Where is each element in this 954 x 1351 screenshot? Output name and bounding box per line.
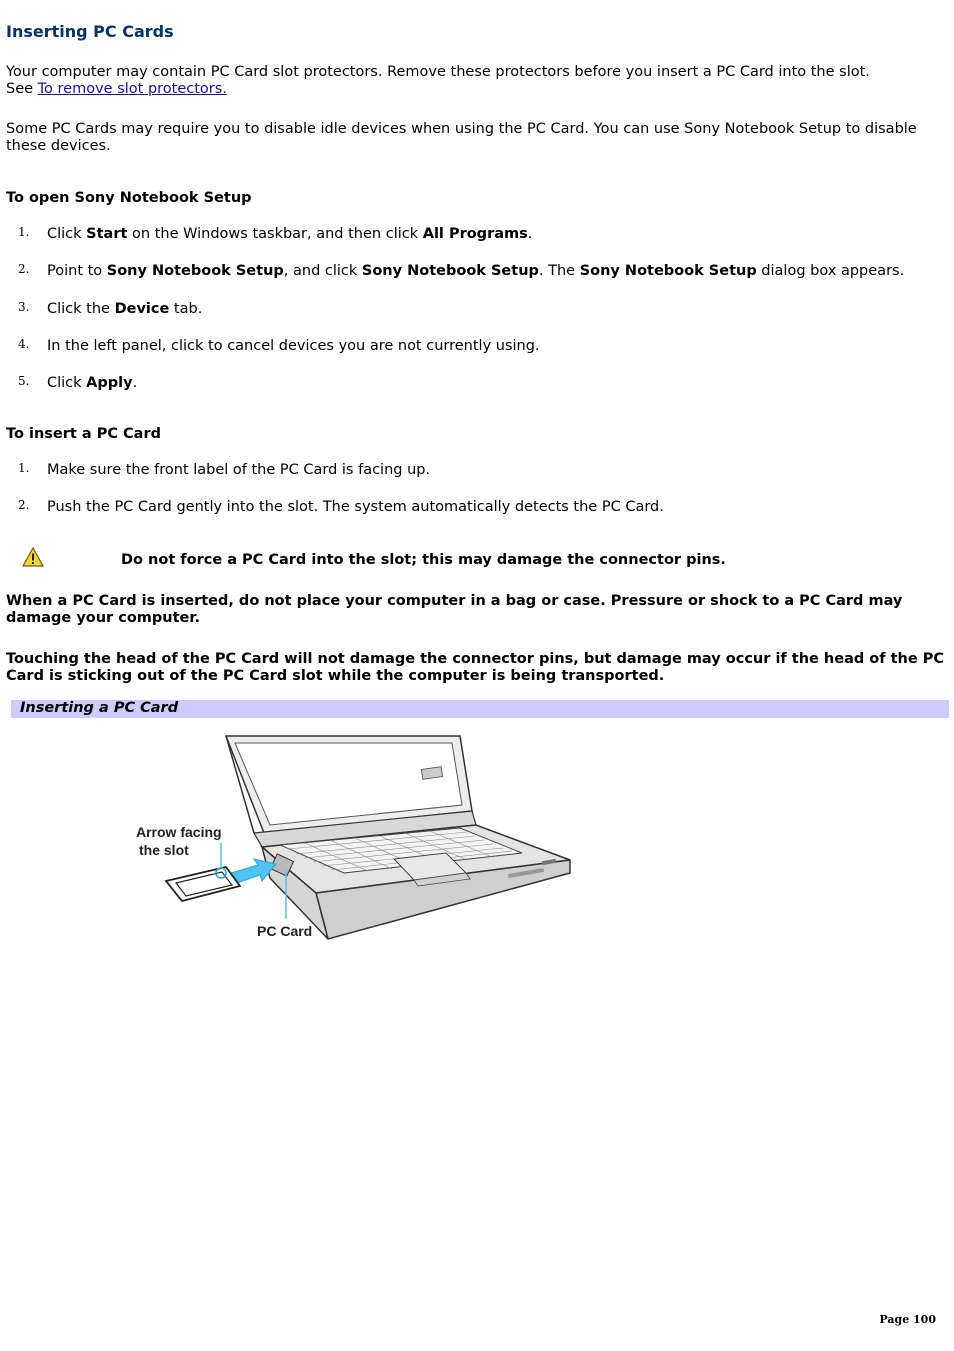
intro-text: Your computer may contain PC Card slot protectors. Remove these protectors before you insert a PC Card into the slot.	[6, 64, 870, 80]
step-emphasis: All Programs	[422, 226, 528, 242]
pc-card-label: PC Card	[257, 923, 313, 939]
step-number: 2.	[18, 498, 30, 512]
pc-card-illustration	[130, 733, 575, 945]
step-fragment: Click	[47, 375, 87, 391]
step-text: In the left panel, click to cancel devices you are not currently using.	[47, 338, 540, 354]
step-number: 3.	[18, 300, 30, 314]
note-bag-case: When a PC Card is inserted, do not place your computer in a bag or case. Pressure or shock to a PC Card may damage your computer.	[6, 593, 903, 626]
step-fragment: on the Windows taskbar, and then click	[127, 226, 423, 242]
step-fragment: .	[132, 375, 138, 391]
step-number: 2.	[18, 262, 30, 276]
intro-paragraph	[6, 64, 946, 98]
note-head-of-card: Touching the head of the PC Card will not damage the connector pins, but damage may occur if the head of the PC Card is sticking out of the PC Card slot while the computer is being transported.	[6, 651, 945, 684]
page-number: Page 100	[879, 1313, 936, 1326]
setup-section-heading: To open Sony Notebook Setup	[6, 190, 252, 206]
step-number: 5.	[18, 374, 30, 388]
step-fragment: . The	[538, 263, 580, 279]
arrow-facing-slot-label-line2: the slot	[139, 842, 189, 858]
step-number: 1.	[18, 225, 30, 239]
step-text: Push the PC Card gently into the slot. The system automatically detects the PC Card.	[47, 499, 664, 515]
idle-devices-paragraph: Some PC Cards may require you to disable idle devices when using the PC Card. You can use Sony Notebook Setup to disable these devices.	[6, 121, 917, 154]
warning-row	[6, 545, 946, 575]
intro-see-text: See	[6, 81, 38, 97]
warning-text: Do not force a PC Card into the slot; this may damage the connector pins.	[121, 552, 726, 568]
step-emphasis: Start	[86, 226, 128, 242]
step-emphasis: Apply	[86, 375, 133, 391]
step-fragment: Point to	[47, 263, 107, 279]
step-fragment: Click	[47, 226, 87, 242]
arrow-facing-slot-label: Arrow facing	[136, 824, 222, 840]
warning-icon	[22, 547, 44, 567]
step-emphasis: Device	[114, 301, 170, 317]
step-text	[47, 301, 202, 317]
step-emphasis: Sony Notebook Setup	[579, 263, 757, 279]
insert-section-heading: To insert a PC Card	[6, 426, 161, 442]
page-title: Inserting PC Cards	[6, 22, 174, 41]
step-number: 4.	[18, 337, 30, 351]
step-fragment: tab.	[169, 301, 203, 317]
step-text	[47, 226, 532, 242]
step-fragment: dialog box appears.	[756, 263, 905, 279]
step-fragment: , and click	[283, 263, 362, 279]
step-fragment: .	[527, 226, 533, 242]
step-emphasis: Sony Notebook Setup	[106, 263, 284, 279]
step-text	[47, 263, 904, 279]
step-text	[47, 375, 137, 391]
step-number: 1.	[18, 461, 30, 475]
figure-caption-bar	[11, 700, 949, 718]
remove-slot-protectors-link[interactable]: To remove slot protectors.	[37, 81, 227, 97]
step-fragment: Click the	[47, 301, 115, 317]
step-emphasis: Sony Notebook Setup	[361, 263, 539, 279]
figure-caption: Inserting a PC Card	[20, 700, 179, 716]
step-text: Make sure the front label of the PC Card is facing up.	[47, 462, 431, 478]
